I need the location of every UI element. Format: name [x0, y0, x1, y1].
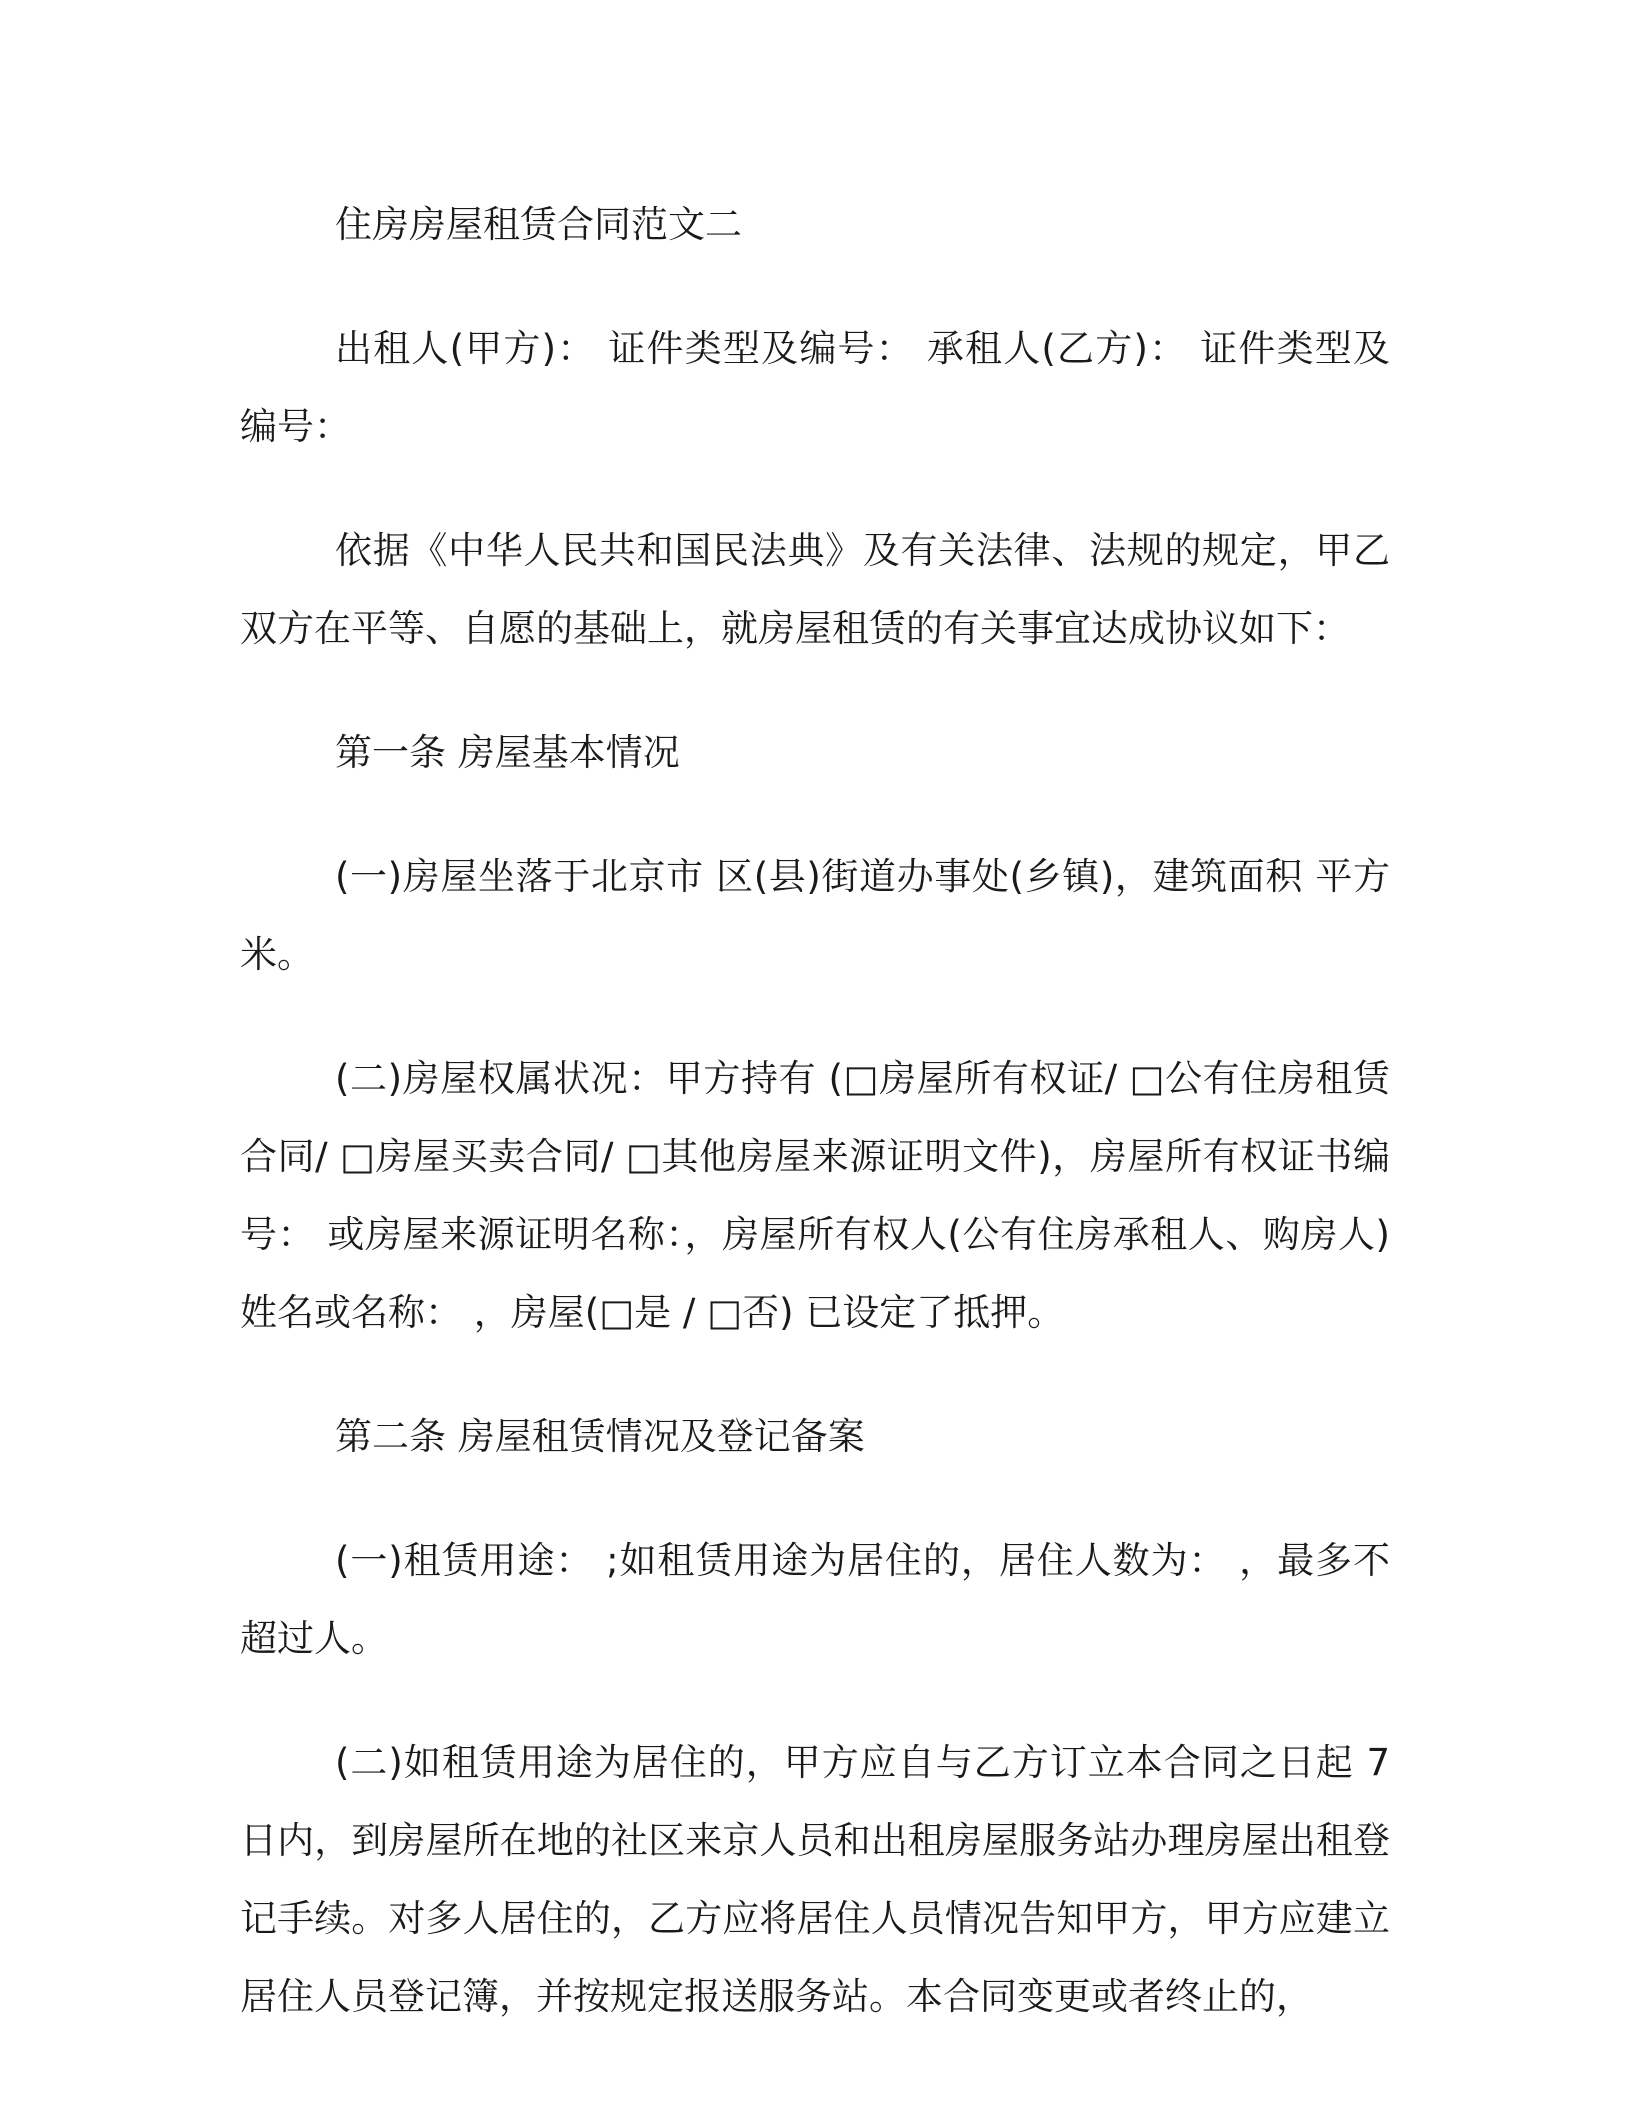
article-2-heading: 第二条 房屋租赁情况及登记备案 — [335, 1415, 865, 1458]
article-1-clause-1: (一)房屋坐落于北京市 区(县)街道办事处(乡镇)，建筑面积 平方米。 — [240, 855, 1390, 976]
article-2-clause-2: (二)如租赁用途为居住的，甲方应自与乙方订立本合同之日起 7 日内，到房屋所在地的社区来京人员和出租房屋服务站办理房屋出租登记手续。对多人居住的，乙方应将居住人员情况告知甲方，甲方应建立居住人员登记簿，并按规定报送服务站。本合同变更或者终止的， — [240, 1741, 1390, 2018]
article-2-clause-1: (一)租赁用途： ;如租赁用途为居住的，居住人数为： ，最多不超过人。 — [240, 1539, 1390, 1660]
article-1-heading: 第一条 房屋基本情况 — [335, 731, 680, 774]
basis-paragraph: 依据《中华人民共和国民法典》及有关法律、法规的规定，甲乙双方在平等、自愿的基础上，就房屋租赁的有关事宜达成协议如下： — [240, 529, 1390, 650]
document-body — [240, 186, 1390, 2082]
article-1-clause-2: (二)房屋权属状况：甲方持有 (□房屋所有权证/ □公有住房租赁合同/ □房屋买卖合同/ □其他房屋来源证明文件)，房屋所有权证书编号： 或房屋来源证明名称：，房屋所有权人(公有住房承租人、购房人)姓名或名称： ，房屋(□是 / □否) 已设定了抵押。 — [240, 1057, 1390, 1334]
parties-paragraph: 出租人(甲方)： 证件类型及编号： 承租人(乙方)： 证件类型及编号： — [240, 327, 1390, 448]
document-title: 住房房屋租赁合同范文二 — [335, 203, 742, 246]
